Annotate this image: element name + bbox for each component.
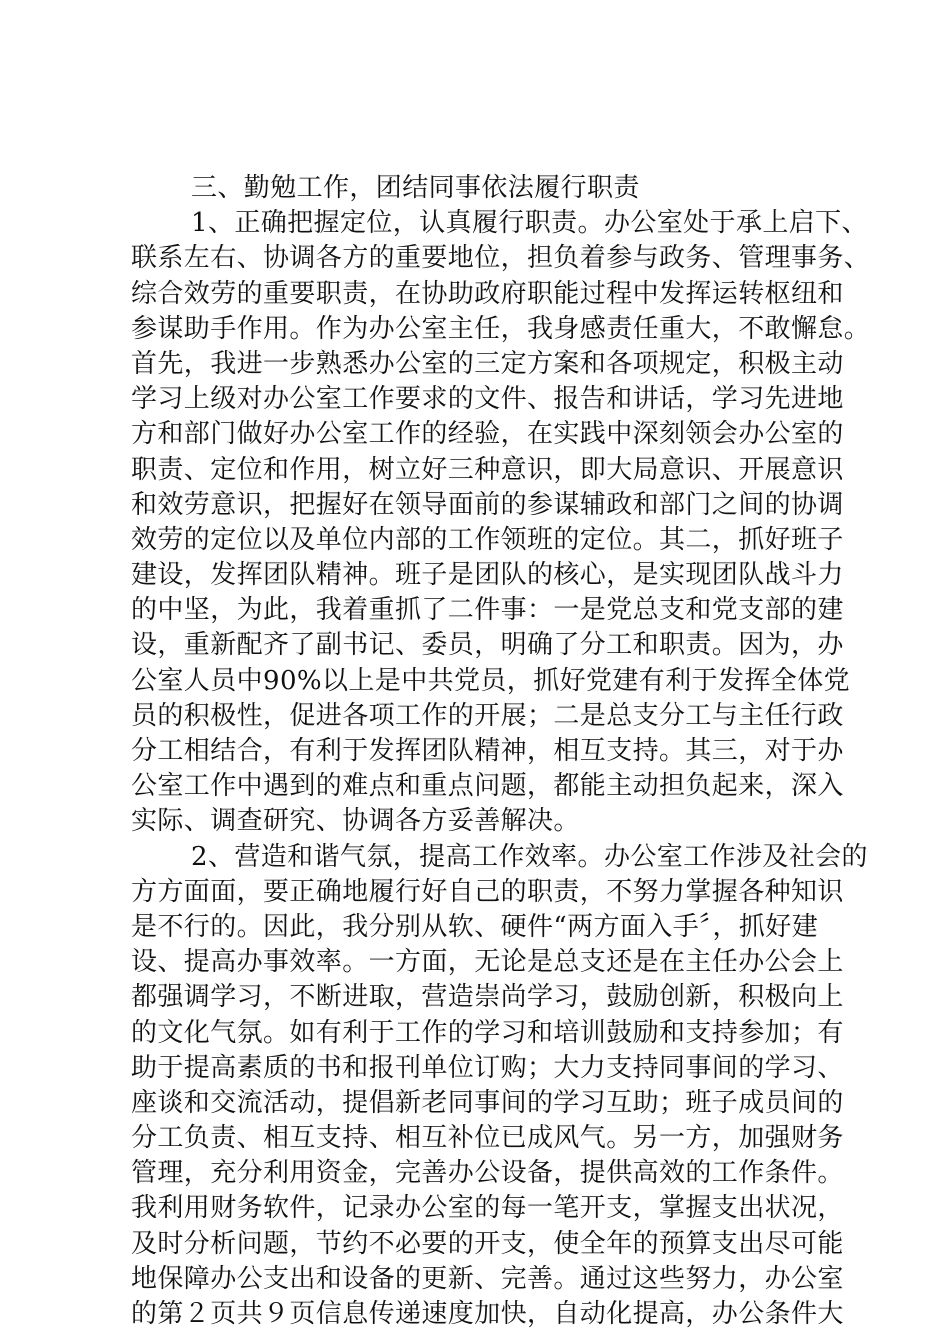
text-line: 管理，充分利用资金，完善办公设备，提供高效的工作条件。 bbox=[131, 1158, 844, 1189]
text-line: 建设，发挥团队精神。班子是团队的核心，是实现团队战斗力 bbox=[131, 560, 844, 591]
text-line: 都强调学习，不断进取，营造崇尚学习，鼓励创新，积极向上 bbox=[131, 982, 844, 1013]
text-line: 联系左右、协调各方的重要地位，担负着参与政务、管理事务、 bbox=[131, 243, 871, 274]
text-line: 员的积极性，促进各项工作的开展；二是总支分工与主任行政 bbox=[131, 700, 844, 731]
text-line: 是不行的。因此，我分别从软、硬件“两方面入手〞，抓好建 bbox=[131, 911, 819, 942]
text-line: 及时分析问题，节约不必要的开支，使全年的预算支出尽可能 bbox=[131, 1228, 844, 1259]
text-line: 设，重新配齐了副书记、委员，明确了分工和职责。因为，办 bbox=[131, 630, 844, 661]
text-line: 方和部门做好办公室工作的经验，在实践中深刻领会办公室的 bbox=[131, 419, 844, 450]
text-line: 地保障办公支出和设备的更新、完善。通过这些努力，办公室 bbox=[131, 1263, 844, 1294]
text-line: 和效劳意识，把握好在领导面前的参谋辅政和部门之间的协调 bbox=[131, 489, 844, 520]
text-line: 分工负责、相互支持、相互补位已成风气。另一方，加强财务 bbox=[131, 1123, 844, 1154]
text-line: 首先，我进一步熟悉办公室的三定方案和各项规定，积极主动 bbox=[131, 348, 844, 379]
paragraph-first-line: 1、正确把握定位，认真履行职责。办公室处于承上启下、 bbox=[191, 208, 868, 239]
text-line: 座谈和交流活动，提倡新老同事间的学习互助；班子成员间的 bbox=[131, 1087, 844, 1118]
text-line: 设、提高办事效率。一方面，无论是总支还是在主任办公会上 bbox=[131, 947, 844, 978]
text-line: 公室人员中90%以上是中共党员，抓好党建有利于发挥全体党 bbox=[131, 665, 850, 696]
text-line: 分工相结合，有利于发挥团队精神，相互支持。其三，对于办 bbox=[131, 736, 844, 766]
text-line: 学习上级对办公室工作要求的文件、报告和讲话，学习先进地 bbox=[131, 384, 844, 415]
text-line: 助于提高素质的书和报刊单位订购；大力支持同事间的学习、 bbox=[131, 1052, 844, 1083]
text-line: 方方面面，要正确地履行好自己的职责，不努力掌握各种知识 bbox=[131, 876, 844, 907]
paragraph-first-line: 三、勤勉工作，团结同事依法履行职责 bbox=[191, 173, 640, 203]
text-line: 的中坚，为此，我着重抓了二件事：一是党总支和党支部的建 bbox=[131, 595, 844, 626]
text-line: 效劳的定位以及单位内部的工作领班的定位。其二，抓好班子 bbox=[131, 524, 844, 555]
text-line: 综合效劳的重要职责，在协助政府职能过程中发挥运转枢纽和 bbox=[131, 278, 844, 309]
paragraph-first-line: 2、营造和谐气氛，提高工作效率。办公室工作涉及社会的 bbox=[191, 841, 868, 872]
text-line: 实际、调查研究、协调各方妥善解决。 bbox=[131, 806, 580, 837]
text-line: 的第２页共９页信息传递速度加快，自动化提高，办公条件大 bbox=[131, 1299, 844, 1329]
text-line: 公室工作中遇到的难点和重点问题，都能主动担负起来，深入 bbox=[131, 771, 844, 802]
text-line: 参谋助手作用。作为办公室主任，我身感责任重大，不敢懈怠。 bbox=[131, 313, 871, 344]
text-line: 我利用财务软件，记录办公室的每一笔开支，掌握支出状况， bbox=[131, 1193, 844, 1224]
document-body bbox=[131, 171, 871, 1332]
text-line: 职责、定位和作用，树立好三种意识，即大局意识、开展意识 bbox=[131, 454, 844, 485]
text-line: 的文化气氛。如有利于工作的学习和培训鼓励和支持参加；有 bbox=[131, 1017, 844, 1048]
